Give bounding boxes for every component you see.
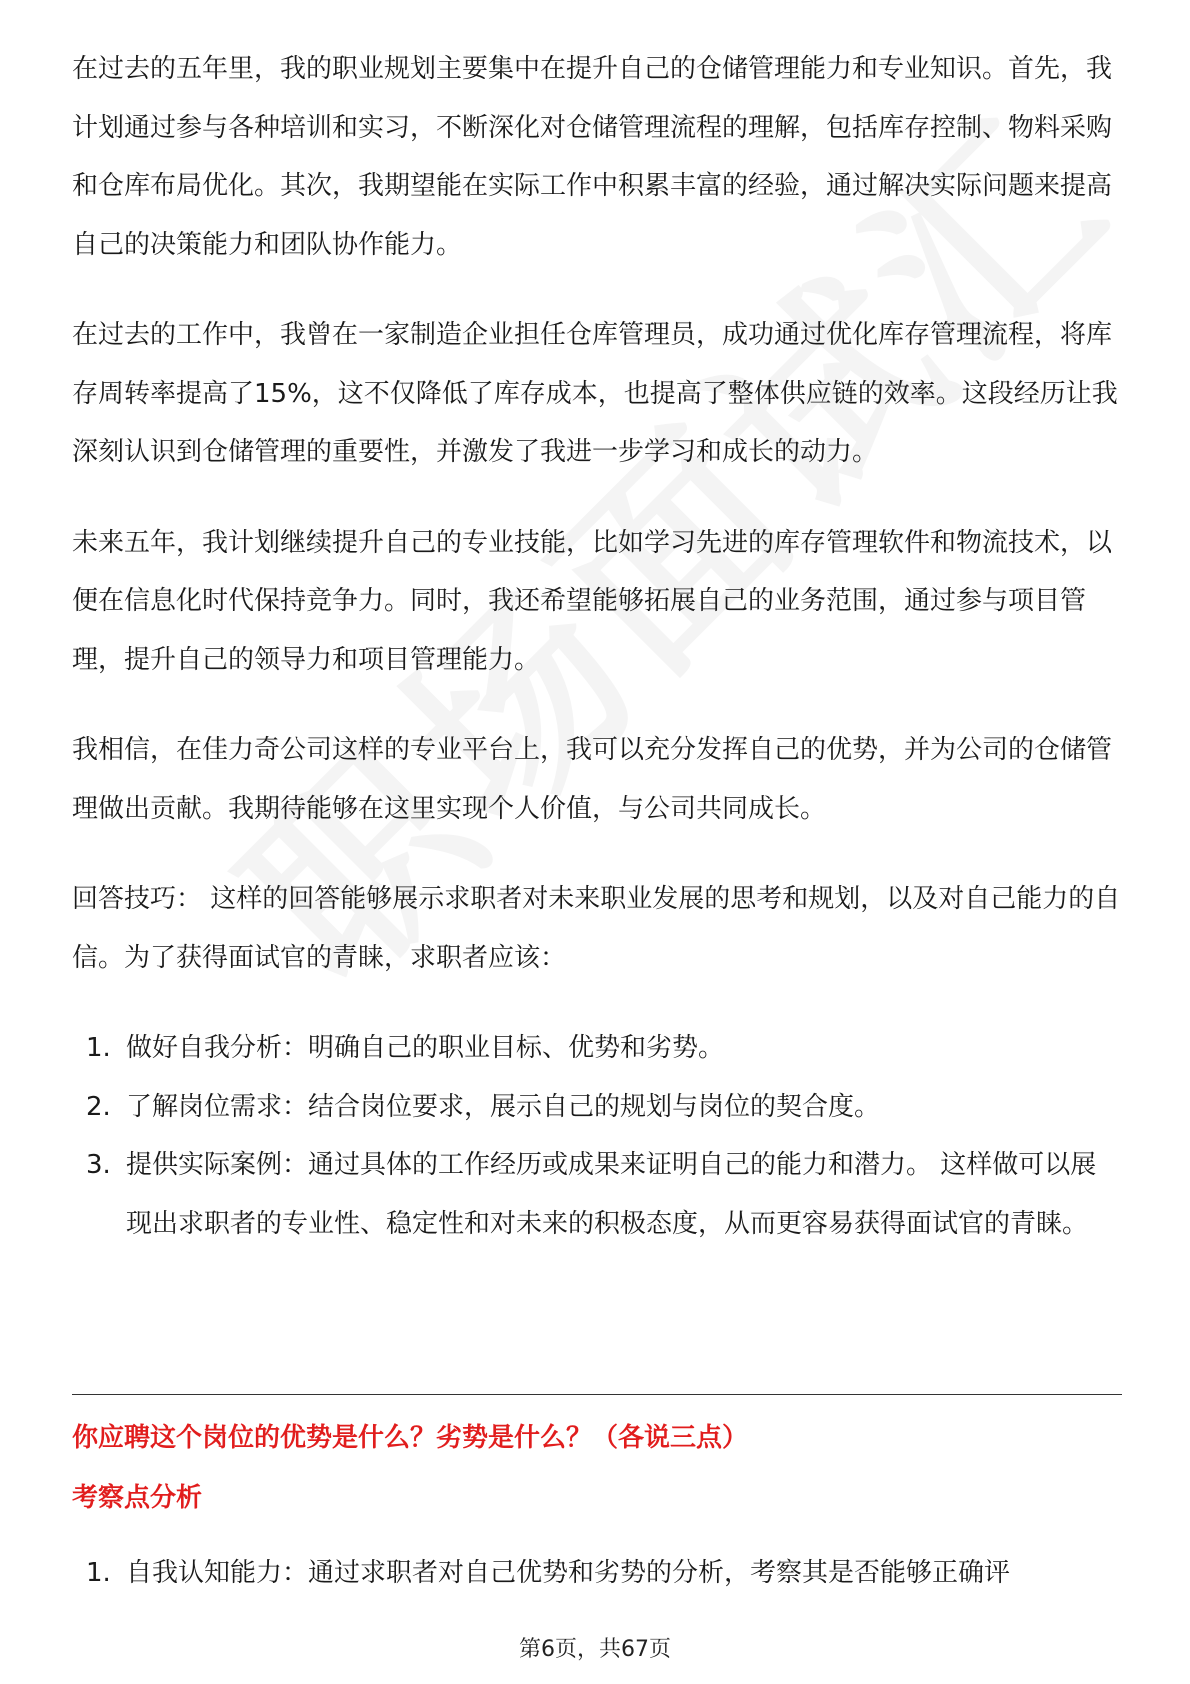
list-item-number: 2.	[86, 1091, 111, 1122]
section-divider	[72, 1394, 1122, 1395]
list-item-text: 了解岗位需求：结合岗位要求，展示自己的规划与岗位的契合度。	[126, 1091, 881, 1122]
paragraph-tips-intro: 回答技巧： 这样的回答能够展示求职者对未来职业发展的思考和规划，以及对自己能力的自信。为了获得面试官的青睐，求职者应该：	[72, 884, 1121, 973]
list-item	[72, 1136, 1122, 1253]
tips-list	[72, 1019, 1122, 1253]
analysis-heading: 考察点分析	[72, 1483, 203, 1513]
paragraph-experience: 在过去的工作中，我曾在一家制造企业担任仓库管理员，成功通过优化库存管理流程，将库存周转率提高了15%，这不仅降低了库存成本，也提高了整体供应链的效率。这段经历让我深刻认识到仓储管理的重要性，并激发了我进一步学习和成长的动力。	[72, 320, 1118, 467]
list-item	[72, 1019, 1122, 1078]
question-heading: 你应聘这个岗位的优势是什么？劣势是什么？（各说三点）	[72, 1423, 749, 1453]
paragraph-plan: 在过去的五年里，我的职业规划主要集中在提升自己的仓储管理能力和专业知识。首先，我计划通过参与各种培训和实习，不断深化对仓储管理流程的理解，包括库存控制、物料采购和仓库布局优化。其次，我期望能在实际工作中积累丰富的经验，通过解决实际问题来提高自己的决策能力和团队协作能力。	[72, 54, 1113, 260]
main-content	[72, 40, 1122, 1253]
list-item-number: 1.	[86, 1033, 111, 1063]
list-item	[72, 1544, 1122, 1603]
analysis-list	[72, 1544, 1122, 1603]
list-item-text: 提供实际案例：通过具体的工作经历或成果来证明自己的能力和潜力。 这样做可以展现出求职者的专业性、稳定性和对未来的积极态度，从而更容易获得面试官的青睐。	[126, 1150, 1097, 1239]
list-item-text: 做好自我分析：明确自己的职业目标、优势和劣势。	[126, 1033, 725, 1063]
list-item	[72, 1078, 1122, 1137]
list-item-text: 自我认知能力：通过求职者对自己优势和劣势的分析，考察其是否能够正确评	[126, 1558, 1011, 1588]
page-footer: 第6页，共67页	[519, 1637, 671, 1662]
list-item-number: 1.	[86, 1558, 111, 1588]
paragraph-future: 未来五年，我计划继续提升自己的专业技能，比如学习先进的库存管理软件和物流技术，以便在信息化时代保持竞争力。同时，我还希望能够拓展自己的业务范围，通过参与项目管理，提升自己的领导力和项目管理能力。	[72, 527, 1113, 675]
paragraph-company: 我相信，在佳力奇公司这样的专业平台上，我可以充分发挥自己的优势，并为公司的仓储管理做出贡献。我期待能够在这里实现个人价值，与公司共同成长。	[72, 735, 1113, 824]
list-item-number: 3.	[86, 1150, 111, 1180]
